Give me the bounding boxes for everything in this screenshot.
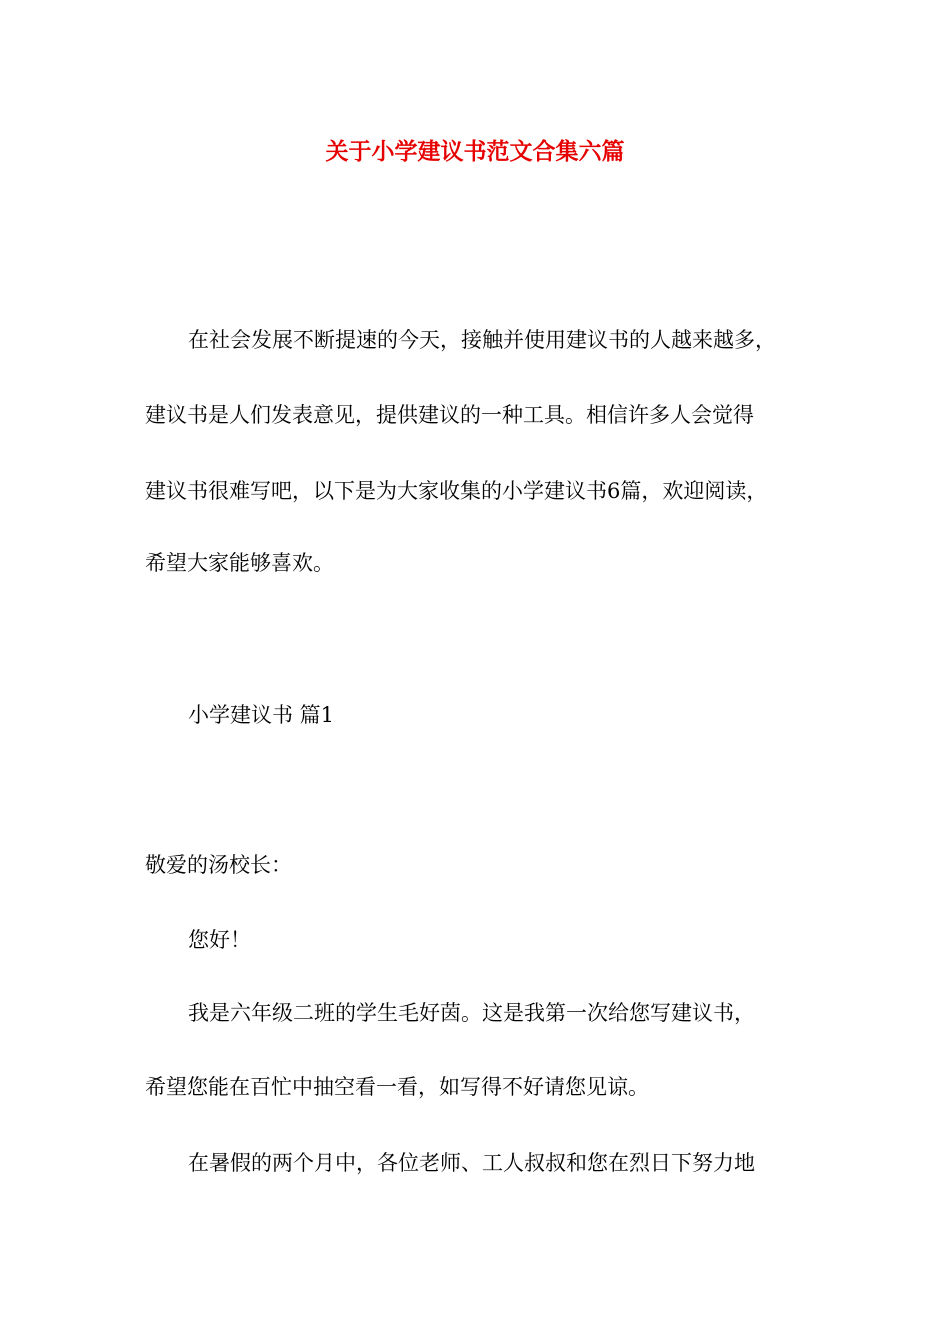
intro-line-2: 建议书是人们发表意见，提供建议的一种工具。相信许多人会觉得 — [145, 403, 754, 427]
intro-line-3: 建议书很难写吧，以下是为大家收集的小学建议书6篇，欢迎阅读， — [145, 479, 768, 503]
greeting: 您好！ — [188, 928, 251, 952]
intro-line-1: 在社会发展不断提速的今天，接触并使用建议书的人越来越多， — [188, 328, 776, 352]
salutation: 敬爱的汤校长： — [145, 853, 292, 877]
body-line-3: 在暑假的两个月中，各位老师、工人叔叔和您在烈日下努力地 — [188, 1151, 755, 1175]
body-line-1: 我是六年级二班的学生毛好茵。这是我第一次给您写建议书， — [188, 1001, 755, 1025]
document-title: 关于小学建议书范文合集六篇 — [325, 138, 625, 165]
intro-line-4: 希望大家能够喜欢。 — [145, 551, 334, 575]
section-heading: 小学建议书 篇1 — [188, 703, 335, 727]
body-line-2: 希望您能在百忙中抽空看一看，如写得不好请您见谅。 — [145, 1075, 649, 1099]
